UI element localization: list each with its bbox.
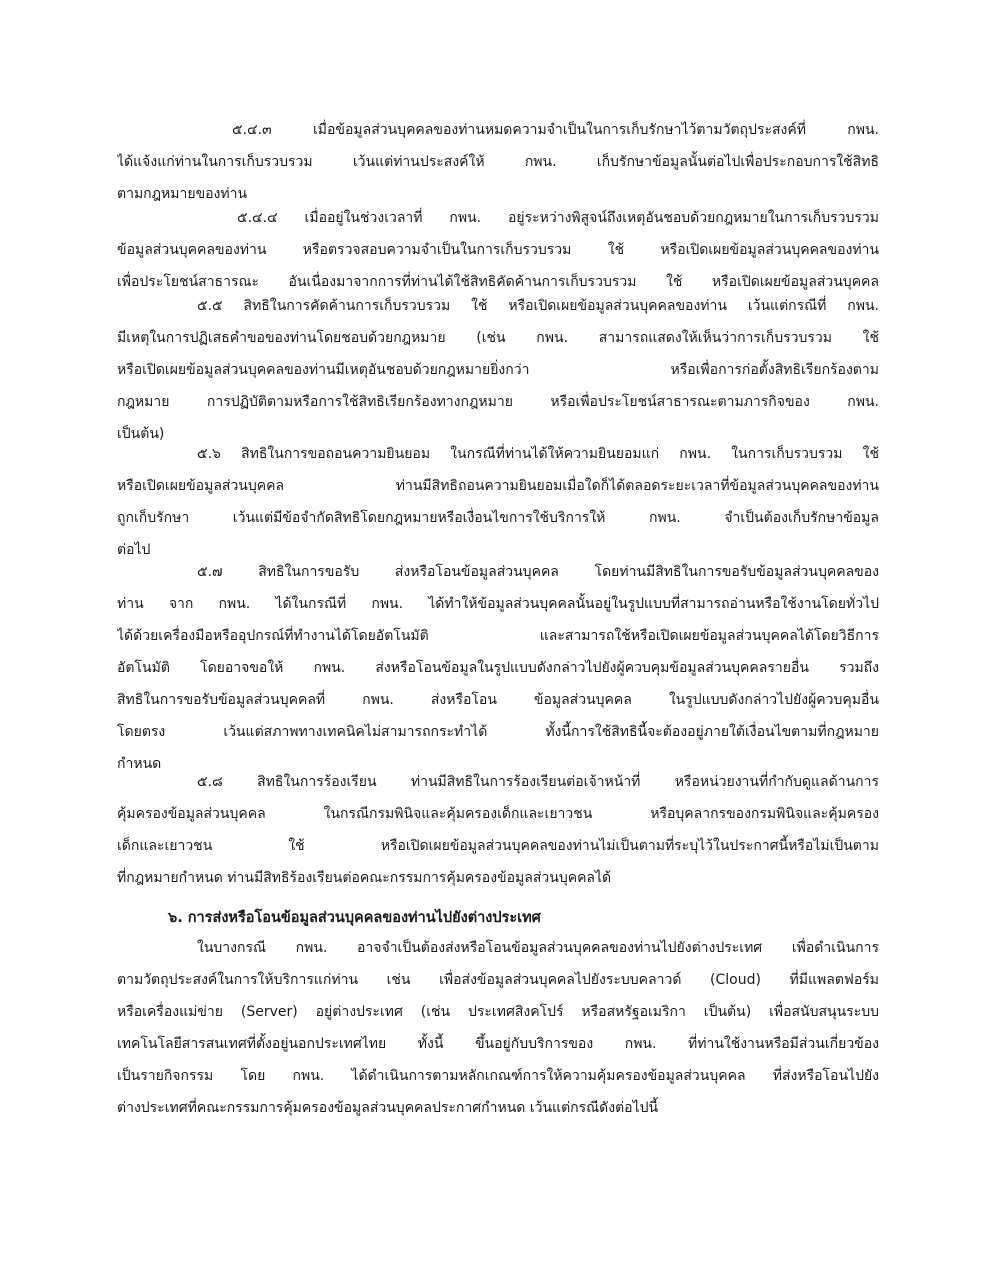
paragraph-5-6 xyxy=(117,438,879,566)
text-line: ๕.๗ สิทธิในการขอรับ ส่งหรือโอนข้อมูลส่วนบุคคล โดยท่านมีสิทธิในการขอรับข้อมูลส่วนบุคคลของ xyxy=(197,564,879,580)
text-line: เพื่อประโยชน์สาธารณะ อันเนื่องมาจากการที่ท่านได้ใช้สิทธิคัดค้านการเก็บรวบรวม ใช้ หรือเปิดเผยข้อมูลส่วนบุคคล xyxy=(117,274,879,290)
text-line: หรือเปิดเผยข้อมูลส่วนบุคคลของท่านมีเหตุอันชอบด้วยกฎหมายยิ่งกว่า หรือเพื่อการก่อตั้งสิทธิเรียกร้องตาม xyxy=(117,362,879,378)
paragraph-5-7 xyxy=(117,556,879,780)
paragraph-5-4-3 xyxy=(117,114,879,210)
paragraph-5-5 xyxy=(117,290,879,450)
text-line: ๕.๔.๓ เมื่อข้อมูลส่วนบุคคลของท่านหมดความจำเป็นในการเก็บรักษาไว้ตามวัตถุประสงค์ที่ กพน. xyxy=(232,122,879,138)
text-line: โดยตรง เว้นแต่สภาพทางเทคนิคไม่สามารถกระทำได้ ทั้งนี้การใช้สิทธินี้จะต้องอยู่ภายใต้เงื่อนไขตามที่กฎหมาย xyxy=(117,724,879,740)
text-line: ท่าน จาก กพน. ได้ในกรณีที่ กพน. ได้ทำให้ข้อมูลส่วนบุคคลนั้นอยู่ในรูปแบบที่สามารถอ่านหรือใช้งานโดยทั่วไป xyxy=(117,596,879,612)
text-line: อัตโนมัติ โดยอาจขอให้ กพน. ส่งหรือโอนข้อมูลในรูปแบบดังกล่าวไปยังผู้ควบคุมข้อมูลส่วนบุคคลรายอื่น รวมถึง xyxy=(117,660,879,676)
text-line: คุ้มครองข้อมูลส่วนบุคคล ในกรณีกรมพินิจและคุ้มครองเด็กและเยาวชน หรือบุคลากรของกรมพินิจและคุ้มครอง xyxy=(117,806,879,822)
paragraph-6 xyxy=(117,932,879,1124)
text-line: ในบางกรณี กพน. อาจจำเป็นต้องส่งหรือโอนข้อมูลส่วนบุคคลของท่านไปยังต่างประเทศ เพื่อดำเนินการ xyxy=(197,940,879,956)
text-line: ๕.๕ สิทธิในการคัดค้านการเก็บรวบรวม ใช้ หรือเปิดเผยข้อมูลส่วนบุคคลของท่าน เว้นแต่กรณีที่ กพน. xyxy=(197,298,879,314)
section-6-heading: ๖. การส่งหรือโอนข้อมูลส่วนบุคคลของท่านไปยังต่างประเทศ xyxy=(168,910,541,926)
text-line: ต่างประเทศที่คณะกรรมการคุ้มครองข้อมูลส่วนบุคคลประกาศกำหนด เว้นแต่กรณีดังต่อไปนี้ xyxy=(117,1100,659,1116)
text-line: ข้อมูลส่วนบุคคลของท่าน หรือตรวจสอบความจำเป็นในการเก็บรวบรวม ใช้ หรือเปิดเผยข้อมูลส่วนบุคคลของท่าน xyxy=(117,242,879,258)
text-line: ๕.๖ สิทธิในการขอถอนความยินยอม ในกรณีที่ท่านได้ให้ความยินยอมแก่ กพน. ในการเก็บรวบรวม ใช้ xyxy=(197,446,879,462)
text-line: ได้แจ้งแก่ท่านในการเก็บรวบรวม เว้นแต่ท่านประสงค์ให้ กพน. เก็บรักษาข้อมูลนั้นต่อไปเพื่อประกอบการใช้สิทธิ xyxy=(117,154,879,170)
text-line: มีเหตุในการปฏิเสธคำขอของท่านโดยชอบด้วยกฎหมาย (เช่น กพน. สามารถแสดงให้เห็นว่าการเก็บรวบรวม ใช้ xyxy=(117,330,879,346)
text-line: หรือเครื่องแม่ข่าย (Server) อยู่ต่างประเทศ (เช่น ประเทศสิงคโปร์ หรือสหรัฐอเมริกา เป็นต้น) เพื่อสนับสนุนระบบ xyxy=(117,1004,879,1020)
text-line: ๕.๔.๔ เมื่ออยู่ในช่วงเวลาที่ กพน. อยู่ระหว่างพิสูจน์ถึงเหตุอันชอบด้วยกฎหมายในการเก็บรวบรวม xyxy=(237,210,879,226)
text-line: เทคโนโลยีสารสนเทศที่ตั้งอยู่นอกประเทศไทย ทั้งนี้ ขึ้นอยู่กับบริการของ กพน. ที่ท่านใช้งานหรือมีส่วนเกี่ยวข้อง xyxy=(117,1036,879,1052)
text-line: ถูกเก็บรักษา เว้นแต่มีข้อจำกัดสิทธิโดยกฎหมายหรือเงื่อนไขการใช้บริการให้ กพน. จำเป็นต้องเก็บรักษาข้อมูล xyxy=(117,510,879,526)
text-line: เด็กและเยาวชน ใช้ หรือเปิดเผยข้อมูลส่วนบุคคลของท่านไม่เป็นตามที่ระบุไว้ในประกาศนี้หรือไม่เป็นตาม xyxy=(117,838,879,854)
text-line: ต่อไป xyxy=(117,542,151,558)
text-line: สิทธิในการขอรับข้อมูลส่วนบุคคลที่ กพน. ส่งหรือโอน ข้อมูลส่วนบุคคล ในรูปแบบดังกล่าวไปยังผู้ควบคุมอื่น xyxy=(117,692,879,708)
text-line: ตามวัตถุประสงค์ในการให้บริการแก่ท่าน เช่น เพื่อส่งข้อมูลส่วนบุคคลไปยังระบบคลาวด์ (Cloud) ที่มีแพลตฟอร์ม xyxy=(117,972,879,988)
text-line: ตามกฎหมายของท่าน xyxy=(117,186,248,202)
text-line: หรือเปิดเผยข้อมูลส่วนบุคคล ท่านมีสิทธิถอนความยินยอมเมื่อใดก็ได้ตลอดระยะเวลาที่ข้อมูลส่วนบุคคลของท่าน xyxy=(117,478,879,494)
text-line: กฎหมาย การปฏิบัติตามหรือการใช้สิทธิเรียกร้องทางกฎหมาย หรือเพื่อประโยชน์สาธารณะตามภารกิจของ กพน. xyxy=(117,394,879,410)
text-line: ๕.๘ สิทธิในการร้องเรียน ท่านมีสิทธิในการร้องเรียนต่อเจ้าหน้าที่ หรือหน่วยงานที่กำกับดูแลด้านการ xyxy=(197,774,879,790)
text-line: กำหนด xyxy=(117,756,162,772)
paragraph-5-8 xyxy=(117,766,879,894)
text-line: ได้ด้วยเครื่องมือหรืออุปกรณ์ที่ทำงานได้โดยอัตโนมัติ และสามารถใช้หรือเปิดเผยข้อมูลส่วนบุคคลได้โดยวิธีการ xyxy=(117,628,879,644)
text-line: เป็นต้น) xyxy=(117,426,165,442)
text-line: เป็นรายกิจกรรม โดย กพน. ได้ดำเนินการตามหลักเกณฑ์การให้ความคุ้มครองข้อมูลส่วนบุคคล ที่ส่งหรือโอนไปยัง xyxy=(117,1068,879,1084)
text-line: ที่กฎหมายกำหนด ท่านมีสิทธิร้องเรียนต่อคณะกรรมการคุ้มครองข้อมูลส่วนบุคคลได้ xyxy=(117,870,612,886)
paragraph-5-4-4 xyxy=(117,202,879,298)
